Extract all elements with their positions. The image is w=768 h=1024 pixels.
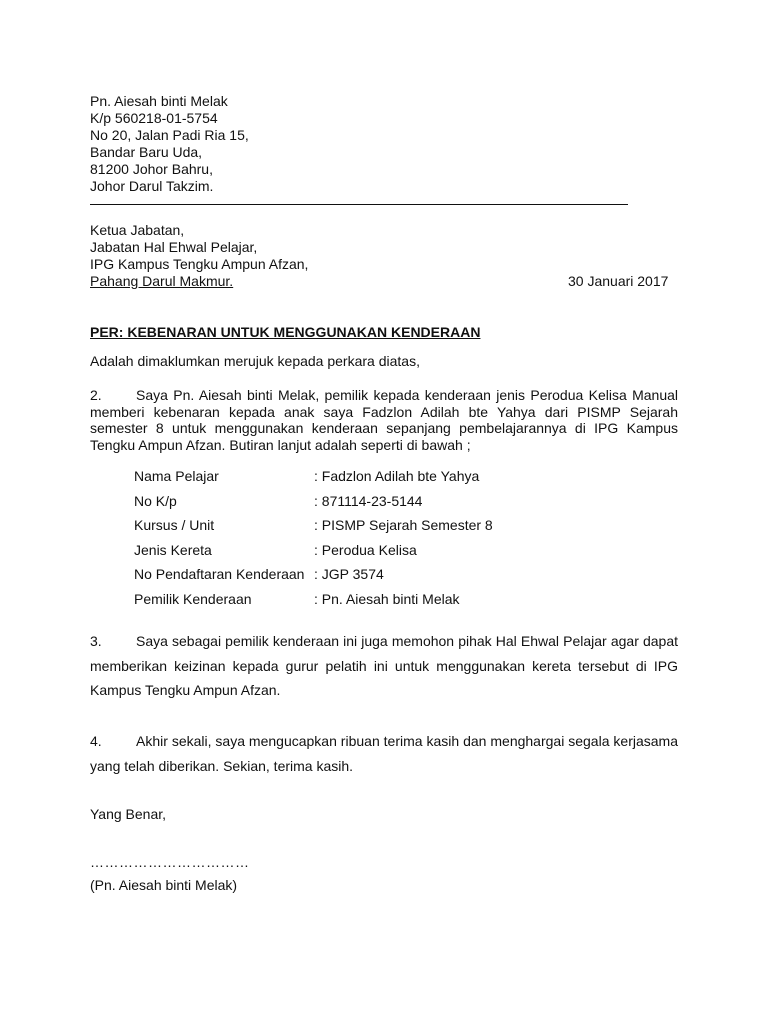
detail-label: Nama Pelajar	[134, 468, 219, 484]
paragraph-2-text: Saya Pn. Aiesah binti Melak, pemilik kepada kenderaan jenis Perodua Kelisa Manual memberi kebenaran kepada anak saya Fadzlon Adilah bte Yahya dari PISMP Sejarah semester 8 untuk menggunakan kenderaan sepanjang pembelajarannya di IPG Kampus Tengku Ampun Afzan. Butiran lanjut adalah seperti di bawah ;	[90, 387, 678, 453]
signature-line: ……………………………	[90, 854, 250, 870]
paragraph-3-number: 3.	[90, 633, 102, 649]
details-table	[134, 468, 493, 616]
detail-row	[134, 542, 493, 567]
sender-address-line-1: No 20, Jalan Padi Ria 15,	[90, 127, 249, 143]
paragraph-4	[90, 729, 678, 778]
closing-salutation: Yang Benar,	[90, 806, 167, 822]
detail-label: Kursus / Unit	[134, 517, 215, 534]
paragraph-4-text: Akhir sekali, saya mengucapkan ribuan terima kasih dan menghargai segala kerjasama yang telah diberikan. Sekian, terima kasih.	[90, 733, 678, 774]
recipient-line-2: Jabatan Hal Ehwal Pelajar,	[90, 239, 258, 255]
detail-label: Jenis Kereta	[134, 541, 212, 558]
detail-value: : Perodua Kelisa	[314, 541, 417, 558]
detail-row	[134, 517, 493, 542]
sender-address	[90, 93, 249, 195]
sender-address-line-4: Johor Darul Takzim.	[90, 178, 214, 194]
detail-row	[134, 493, 493, 518]
recipient-line-4: Pahang Darul Makmur.	[90, 273, 234, 289]
detail-value: : 871114-23-5144	[314, 492, 423, 509]
detail-label: No Pendaftaran Kenderaan	[134, 566, 305, 583]
detail-value: : JGP 3574	[314, 566, 384, 583]
paragraph-4-number: 4.	[90, 733, 102, 749]
sender-address-line-2: Bandar Baru Uda,	[90, 144, 203, 160]
detail-value: : Fadzlon Adilah bte Yahya	[314, 468, 480, 484]
recipient-line-1: Ketua Jabatan,	[90, 222, 185, 238]
recipient-line-3: IPG Kampus Tengku Ampun Afzan,	[90, 256, 309, 272]
detail-row	[134, 566, 493, 591]
letter-subject: PER: KEBENARAN UNTUK MENGGUNAKAN KENDERAAN	[90, 324, 481, 340]
header-divider	[90, 204, 628, 205]
paragraph-2-number: 2.	[90, 387, 102, 403]
recipient-address	[90, 222, 308, 290]
detail-value: : Pn. Aiesah binti Melak	[314, 590, 460, 607]
detail-row	[134, 468, 493, 493]
detail-label: No K/p	[134, 492, 177, 509]
detail-label: Pemilik Kenderaan	[134, 590, 252, 607]
paragraph-3-text: Saya sebagai pemilik kenderaan ini juga memohon pihak Hal Ehwal Pelajar agar dapat memberikan keizinan kepada gurur pelatih ini untuk menggunakan kereta tersebut di IPG Kampus Tengku Ampun Afzan.	[90, 633, 678, 698]
signature-name: (Pn. Aiesah binti Melak)	[90, 877, 238, 893]
detail-value: : PISMP Sejarah Semester 8	[314, 517, 493, 534]
opening-line: Adalah dimaklumkan merujuk kepada perkara diatas,	[90, 353, 420, 369]
sender-ic: K/p 560218-01-5754	[90, 110, 218, 126]
letter-date: 30 Januari 2017	[568, 273, 669, 289]
paragraph-3	[90, 629, 678, 703]
sender-name: Pn. Aiesah binti Melak	[90, 93, 228, 109]
detail-row	[134, 591, 493, 616]
paragraph-2	[90, 387, 678, 453]
sender-address-line-3: 81200 Johor Bahru,	[90, 161, 213, 177]
